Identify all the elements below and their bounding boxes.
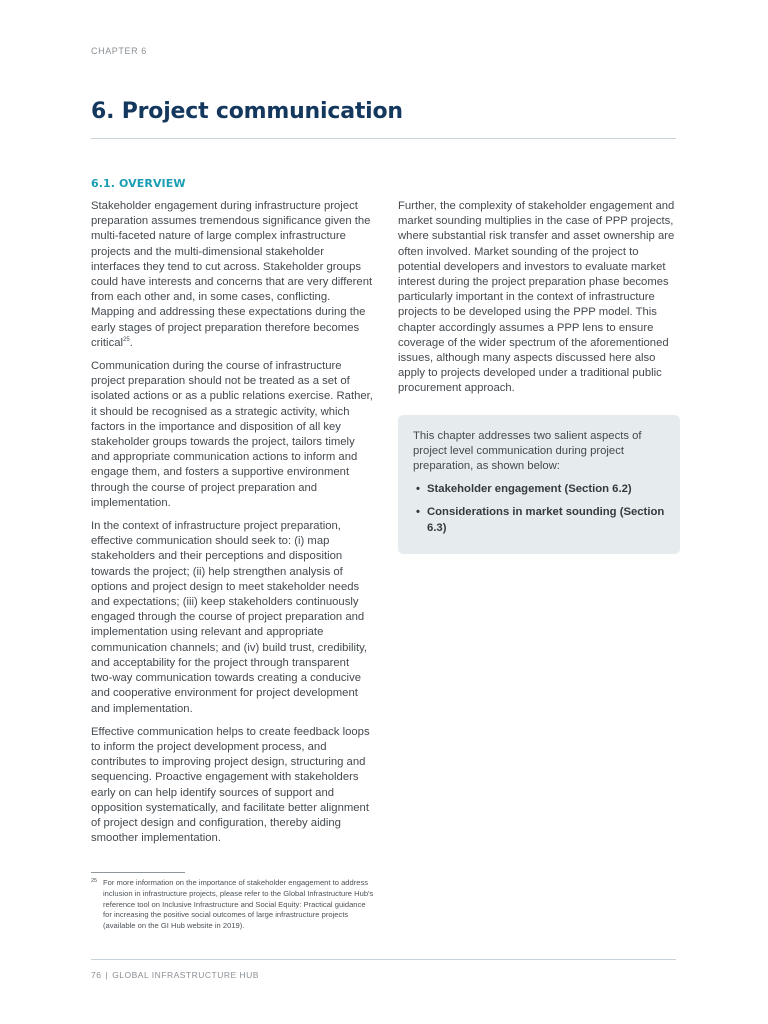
page-number: 76 — [91, 970, 102, 980]
paragraph-feedback-loops: Effective communication helps to create feedback loops to inform the project development process, and contributes to improving project design, structuring and sequencing. Proactive engagement with stakeholders early on can help identify sources of support and opposition systematically, and facilitate better alignment of project design and configuration, thereby aiding smoother implementation. — [91, 725, 370, 845]
paragraph-ppp-complexity: Further, the complexity of stakeholder engagement and market sounding multiplies in the case of PPP projects, where substantial risk transfer and asset ownership are often involved. Market sounding of the project to potential developers and investors to evaluate market interest during the project preparation phase becomes particularly important in the context of infrastructure projects to be developed using the PPP model. This chapter accordingly assumes a PPP lens to ensure coverage of the wider spectrum of the aforementioned issues, although many aspects discussed here also apply to projects developed under a traditional public procurement approach. — [398, 200, 675, 395]
footnote — [91, 878, 376, 932]
paragraph-stakeholder-significance — [91, 199, 373, 351]
chapter-label: CHAPTER 6 — [91, 46, 147, 56]
footnote-number: 25 — [91, 878, 98, 884]
section-heading: 6.1. OVERVIEW — [91, 177, 186, 190]
footnote-text: For more information on the importance of stakeholder engagement to address inclusion in infrastructure projects, please refer to the Global Infrastructure Hub's reference tool on Inclusive Infrastructure and Social Equity: Practical guidance for increasing the positive social outcomes of large infrastructure projects (available on the GI Hub website in 2019). — [103, 878, 374, 931]
callout-item-label: Considerations in market sounding (Section 6.3) — [427, 506, 665, 534]
footnote-divider — [91, 872, 185, 873]
title-divider — [91, 138, 676, 139]
paragraph-communication-objectives: In the context of infrastructure project preparation, effective communication should seek to: (i) map stakeholders and their perceptions and disposition towards the project; (ii) help strengthen analysis of options and project design to meet stakeholder needs and expectations; (iii) keep stakeholders continuously engaged through the course of project preparation and implementation using relevant and appropriate communication channels; and (iv) build trust, credibility, and acceptability for the project through transparent two-way communication towards creating a conducive and cooperative environment for project development and implementation. — [91, 520, 368, 715]
callout-item-label: Stakeholder engagement (Section 6.2) — [427, 483, 632, 496]
right-column — [398, 199, 680, 554]
callout-intro: This chapter addresses two salient aspects of project level communication during project preparation, as shown below: — [413, 429, 642, 473]
page-footer — [91, 970, 259, 980]
page-title: 6. Project communication — [91, 99, 403, 124]
paragraph-end: . — [129, 336, 133, 349]
paragraph-text: Stakeholder engagement during infrastructure project preparation assumes tremendous significance given the multi-faceted nature of large complex infrastructure projects and the multi-dimensional stakeholder interfaces they tend to cut across. Stakeholder groups could have interests and concerns that are very different from each other and, in some cases, conflicting. Mapping and addressing these expectations during the early stages of project preparation therefore becomes critical — [91, 200, 373, 349]
publication-name: GLOBAL INFRASTRUCTURE HUB — [112, 970, 259, 980]
bullet-icon: • — [416, 483, 420, 496]
left-column — [91, 177, 373, 854]
footnote-reference[interactable]: 25 — [123, 337, 130, 344]
chapter-scope-callout — [398, 415, 680, 554]
footer-divider — [91, 959, 676, 960]
callout-item-stakeholder-engagement — [413, 482, 666, 497]
paragraph-communication-strategy: Communication during the course of infrastructure project preparation should not be treated as a set of isolated actions or as a public relations exercise. Rather, it should be recognised as a strategic activity, which factors in the importance and disposition of all key stakeholder groups towards the project, tailors timely and appropriate communication actions to inform and engage them, and fosters a supportive environment through the course of project preparation and implementation. — [91, 360, 373, 509]
footer-separator: | — [105, 970, 109, 980]
callout-item-market-sounding — [413, 505, 666, 535]
bullet-icon: • — [416, 506, 420, 519]
callout-list — [413, 482, 666, 536]
